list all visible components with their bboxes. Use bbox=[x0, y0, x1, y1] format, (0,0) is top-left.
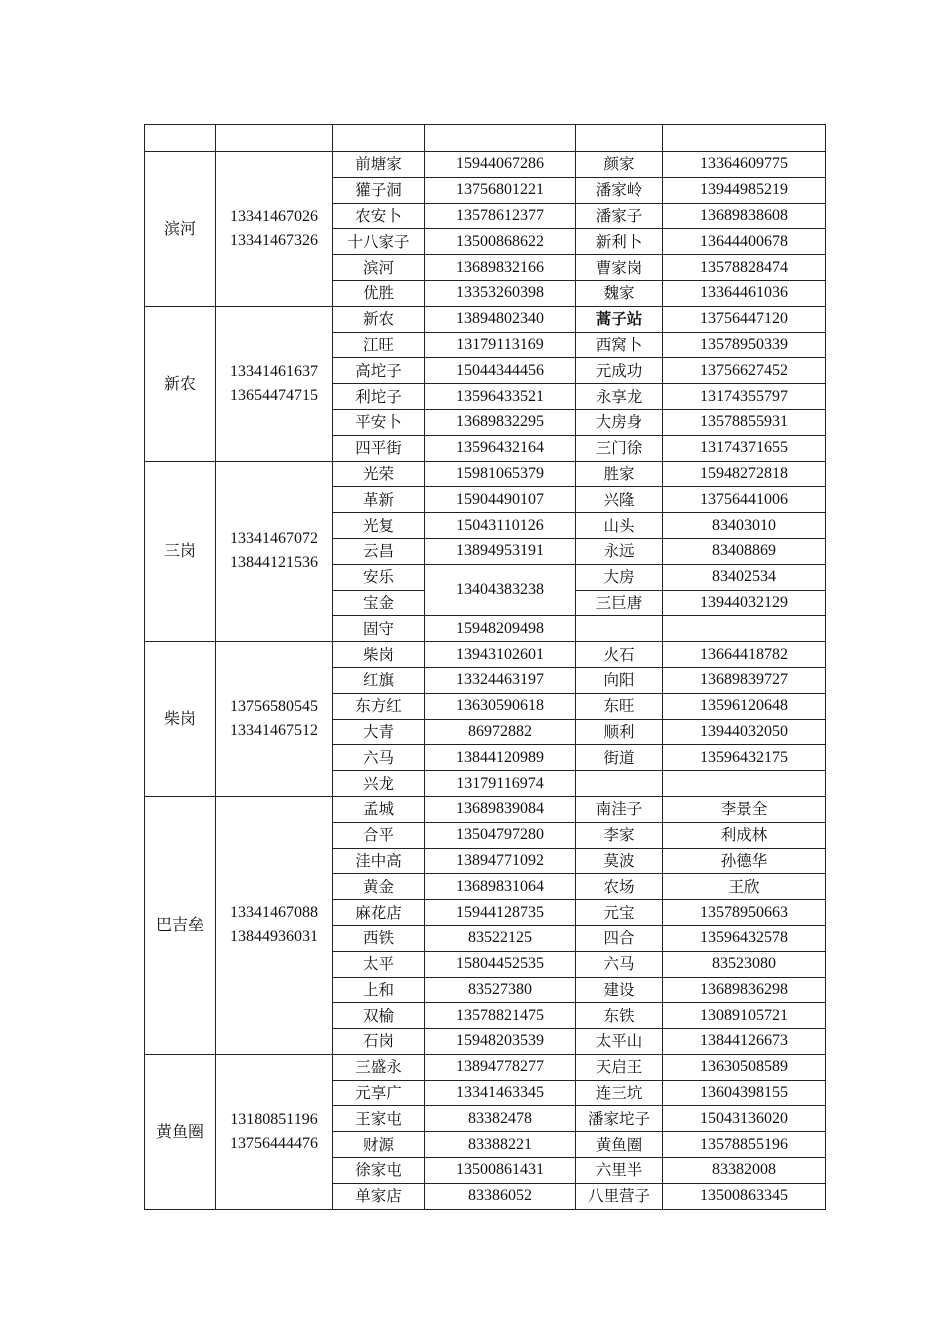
village-phone: 13500863345 bbox=[663, 1183, 826, 1209]
region-phone: 13844936031 bbox=[230, 928, 318, 946]
village-name: 单家店 bbox=[333, 1183, 425, 1209]
village-name: 颜家 bbox=[576, 152, 663, 178]
village-name: 石岗 bbox=[333, 1029, 425, 1055]
village-name: 黄鱼圈 bbox=[576, 1132, 663, 1158]
village-name: 优胜 bbox=[333, 280, 425, 306]
village-phone: 15804452535 bbox=[425, 951, 576, 977]
village-name: 三盛永 bbox=[333, 1054, 425, 1080]
village-name: 街道 bbox=[576, 745, 663, 771]
header-cell bbox=[216, 125, 333, 152]
village-phone: 13596432175 bbox=[663, 745, 826, 771]
region-name: 新农 bbox=[145, 306, 216, 461]
village-name: 永享龙 bbox=[576, 384, 663, 410]
village-phone bbox=[663, 771, 826, 797]
village-name: 农安卜 bbox=[333, 203, 425, 229]
village-phone bbox=[663, 616, 826, 642]
village-name: 徐家屯 bbox=[333, 1158, 425, 1184]
village-phone: 15948272818 bbox=[663, 461, 826, 487]
village-name: 十八家子 bbox=[333, 229, 425, 255]
header-cell bbox=[663, 125, 826, 152]
village-name: 四合 bbox=[576, 925, 663, 951]
village-name: 东方红 bbox=[333, 693, 425, 719]
region-phone: 13844121536 bbox=[230, 554, 318, 572]
village-name: 洼中高 bbox=[333, 848, 425, 874]
region-phone: 13341467326 bbox=[230, 231, 318, 249]
village-phone: 13324463197 bbox=[425, 667, 576, 693]
village-phone: 13604398155 bbox=[663, 1080, 826, 1106]
village-name: 红旗 bbox=[333, 667, 425, 693]
village-name: 黄金 bbox=[333, 874, 425, 900]
village-phone: 13504797280 bbox=[425, 822, 576, 848]
village-name: 平安卜 bbox=[333, 409, 425, 435]
village-name bbox=[576, 771, 663, 797]
village-name: 魏家 bbox=[576, 280, 663, 306]
village-phone: 13756441006 bbox=[663, 487, 826, 513]
village-phone: 13689832166 bbox=[425, 255, 576, 281]
region-name: 三岗 bbox=[145, 461, 216, 642]
village-phone: 15904490107 bbox=[425, 487, 576, 513]
village-phone: 15944128735 bbox=[425, 900, 576, 926]
village-name: 大房身 bbox=[576, 409, 663, 435]
region-phone: 13756444476 bbox=[230, 1134, 318, 1152]
village-phone: 15981065379 bbox=[425, 461, 576, 487]
village-phone: 13578855196 bbox=[663, 1132, 826, 1158]
village-name: 元成功 bbox=[576, 358, 663, 384]
village-phone: 13578821475 bbox=[425, 1003, 576, 1029]
table-row bbox=[145, 796, 826, 822]
region-phone: 13341467026 bbox=[230, 207, 318, 225]
village-name: 建设 bbox=[576, 977, 663, 1003]
village-name: 潘家坨子 bbox=[576, 1106, 663, 1132]
village-phone: 13894778277 bbox=[425, 1054, 576, 1080]
village-name bbox=[576, 616, 663, 642]
village-phone: 13174355797 bbox=[663, 384, 826, 410]
village-name: 太平 bbox=[333, 951, 425, 977]
village-name: 六里半 bbox=[576, 1158, 663, 1184]
contact-table bbox=[144, 124, 826, 1210]
village-phone: 83527380 bbox=[425, 977, 576, 1003]
village-phone: 83388221 bbox=[425, 1132, 576, 1158]
village-phone: 13179113169 bbox=[425, 332, 576, 358]
village-name: 大青 bbox=[333, 719, 425, 745]
village-phone: 83403010 bbox=[663, 513, 826, 539]
village-phone: 13943102601 bbox=[425, 642, 576, 668]
village-phone: 王欣 bbox=[663, 874, 826, 900]
village-phone: 13894953191 bbox=[425, 538, 576, 564]
village-name: 南洼子 bbox=[576, 796, 663, 822]
village-name: 财源 bbox=[333, 1132, 425, 1158]
village-phone: 13689839084 bbox=[425, 796, 576, 822]
village-name: 柴岗 bbox=[333, 642, 425, 668]
village-name: 西铁 bbox=[333, 925, 425, 951]
village-name: 四平街 bbox=[333, 435, 425, 461]
village-phone: 13578855931 bbox=[663, 409, 826, 435]
region-name: 滨河 bbox=[145, 152, 216, 307]
region-phones bbox=[216, 152, 333, 307]
village-name: 曹家岗 bbox=[576, 255, 663, 281]
village-name: 王家屯 bbox=[333, 1106, 425, 1132]
village-phone: 13596432578 bbox=[663, 925, 826, 951]
header-cell bbox=[576, 125, 663, 152]
village-phone: 13756801221 bbox=[425, 177, 576, 203]
village-phone: 13341463345 bbox=[425, 1080, 576, 1106]
village-name: 上和 bbox=[333, 977, 425, 1003]
header-row bbox=[145, 125, 826, 152]
village-name: 孟城 bbox=[333, 796, 425, 822]
village-phone: 13500861431 bbox=[425, 1158, 576, 1184]
village-name: 滨河 bbox=[333, 255, 425, 281]
village-phone: 13500868622 bbox=[425, 229, 576, 255]
region-phones bbox=[216, 642, 333, 797]
village-phone: 13689839727 bbox=[663, 667, 826, 693]
village-phone: 13894802340 bbox=[425, 306, 576, 332]
village-name: 大房 bbox=[576, 564, 663, 590]
village-name: 六马 bbox=[333, 745, 425, 771]
village-name: 宝金 bbox=[333, 590, 425, 616]
region-phone: 13341467088 bbox=[230, 904, 318, 922]
village-phone: 13756447120 bbox=[663, 306, 826, 332]
village-phone: 13689838608 bbox=[663, 203, 826, 229]
village-phone: 13944032050 bbox=[663, 719, 826, 745]
table-row bbox=[145, 306, 826, 332]
village-phone: 13644400678 bbox=[663, 229, 826, 255]
region-phones bbox=[216, 306, 333, 461]
region-phone: 13341467072 bbox=[230, 530, 318, 548]
village-phone: 13578950339 bbox=[663, 332, 826, 358]
village-name: 三巨唐 bbox=[576, 590, 663, 616]
village-phone: 13578612377 bbox=[425, 203, 576, 229]
header-cell bbox=[145, 125, 216, 152]
village-phone: 15944067286 bbox=[425, 152, 576, 178]
village-phone: 13174371655 bbox=[663, 435, 826, 461]
village-phone: 83523080 bbox=[663, 951, 826, 977]
village-phone: 13689832295 bbox=[425, 409, 576, 435]
village-name: 潘家子 bbox=[576, 203, 663, 229]
region-phone: 13654474715 bbox=[230, 386, 318, 404]
village-name: 麻花店 bbox=[333, 900, 425, 926]
village-name: 山头 bbox=[576, 513, 663, 539]
village-phone: 13664418782 bbox=[663, 642, 826, 668]
village-name: 西窝卜 bbox=[576, 332, 663, 358]
village-name: 八里营子 bbox=[576, 1183, 663, 1209]
region-phone: 13341467512 bbox=[230, 722, 318, 740]
village-name: 高坨子 bbox=[333, 358, 425, 384]
region-phones bbox=[216, 461, 333, 642]
village-phone: 13844126673 bbox=[663, 1029, 826, 1055]
village-name: 永远 bbox=[576, 538, 663, 564]
village-phone: 孙德华 bbox=[663, 848, 826, 874]
village-name: 连三坑 bbox=[576, 1080, 663, 1106]
village-phone: 13596120648 bbox=[663, 693, 826, 719]
header-cell bbox=[333, 125, 425, 152]
village-name: 合平 bbox=[333, 822, 425, 848]
village-name: 胜家 bbox=[576, 461, 663, 487]
village-name: 新农 bbox=[333, 306, 425, 332]
village-phone: 13944032129 bbox=[663, 590, 826, 616]
village-phone: 13596432164 bbox=[425, 435, 576, 461]
village-name: 光荣 bbox=[333, 461, 425, 487]
table-row bbox=[145, 642, 826, 668]
village-name: 向阳 bbox=[576, 667, 663, 693]
village-phone: 李景全 bbox=[663, 796, 826, 822]
village-name: 六马 bbox=[576, 951, 663, 977]
village-name: 天启王 bbox=[576, 1054, 663, 1080]
header-cell bbox=[425, 125, 576, 152]
village-name: 潘家岭 bbox=[576, 177, 663, 203]
village-name: 东铁 bbox=[576, 1003, 663, 1029]
village-phone: 13630508589 bbox=[663, 1054, 826, 1080]
village-phone: 13894771092 bbox=[425, 848, 576, 874]
village-name: 固守 bbox=[333, 616, 425, 642]
region-phone: 13180851196 bbox=[230, 1110, 318, 1128]
village-name: 双榆 bbox=[333, 1003, 425, 1029]
village-phone: 86972882 bbox=[425, 719, 576, 745]
table-row bbox=[145, 461, 826, 487]
village-name: 安乐 bbox=[333, 564, 425, 590]
village-phone: 13364609775 bbox=[663, 152, 826, 178]
village-phone: 13404383238 bbox=[425, 564, 576, 616]
region-name: 巴吉垒 bbox=[145, 796, 216, 1054]
village-name: 顺利 bbox=[576, 719, 663, 745]
village-phone: 13756627452 bbox=[663, 358, 826, 384]
village-phone: 15948209498 bbox=[425, 616, 576, 642]
village-phone: 13844120989 bbox=[425, 745, 576, 771]
village-phone: 83402534 bbox=[663, 564, 826, 590]
village-phone: 15043136020 bbox=[663, 1106, 826, 1132]
village-phone: 13353260398 bbox=[425, 280, 576, 306]
village-phone: 13578950663 bbox=[663, 900, 826, 926]
village-phone: 13689836298 bbox=[663, 977, 826, 1003]
village-phone: 13630590618 bbox=[425, 693, 576, 719]
village-phone: 83522125 bbox=[425, 925, 576, 951]
village-name: 利坨子 bbox=[333, 384, 425, 410]
village-name: 农场 bbox=[576, 874, 663, 900]
village-phone: 83408869 bbox=[663, 538, 826, 564]
region-name: 黄鱼圈 bbox=[145, 1054, 216, 1209]
village-phone: 15043110126 bbox=[425, 513, 576, 539]
village-name: 革新 bbox=[333, 487, 425, 513]
village-phone: 13364461036 bbox=[663, 280, 826, 306]
village-name: 李家 bbox=[576, 822, 663, 848]
village-phone: 利成林 bbox=[663, 822, 826, 848]
village-phone: 15044344456 bbox=[425, 358, 576, 384]
table-row bbox=[145, 1054, 826, 1080]
village-phone: 83382008 bbox=[663, 1158, 826, 1184]
region-phone: 13341461637 bbox=[230, 362, 318, 380]
village-name: 獾子洞 bbox=[333, 177, 425, 203]
village-name: 元宝 bbox=[576, 900, 663, 926]
village-name: 火石 bbox=[576, 642, 663, 668]
village-phone: 83386052 bbox=[425, 1183, 576, 1209]
village-name: 江旺 bbox=[333, 332, 425, 358]
village-name: 新利卜 bbox=[576, 229, 663, 255]
village-name: 兴龙 bbox=[333, 771, 425, 797]
village-name: 蒿子站 bbox=[576, 306, 663, 332]
region-name: 柴岗 bbox=[145, 642, 216, 797]
region-phones bbox=[216, 796, 333, 1054]
village-phone: 13578828474 bbox=[663, 255, 826, 281]
village-phone: 83382478 bbox=[425, 1106, 576, 1132]
village-phone: 13596433521 bbox=[425, 384, 576, 410]
village-phone: 13179116974 bbox=[425, 771, 576, 797]
region-phones bbox=[216, 1054, 333, 1209]
village-name: 三门徐 bbox=[576, 435, 663, 461]
village-name: 太平山 bbox=[576, 1029, 663, 1055]
village-phone: 13689831064 bbox=[425, 874, 576, 900]
village-name: 前塘家 bbox=[333, 152, 425, 178]
village-phone: 13944985219 bbox=[663, 177, 826, 203]
village-name: 莫波 bbox=[576, 848, 663, 874]
village-name: 光复 bbox=[333, 513, 425, 539]
table-row bbox=[145, 152, 826, 178]
village-phone: 15948203539 bbox=[425, 1029, 576, 1055]
village-phone: 13089105721 bbox=[663, 1003, 826, 1029]
village-name: 云昌 bbox=[333, 538, 425, 564]
village-name: 元享广 bbox=[333, 1080, 425, 1106]
region-phone: 13756580545 bbox=[230, 698, 318, 716]
village-name: 东旺 bbox=[576, 693, 663, 719]
village-name: 兴隆 bbox=[576, 487, 663, 513]
